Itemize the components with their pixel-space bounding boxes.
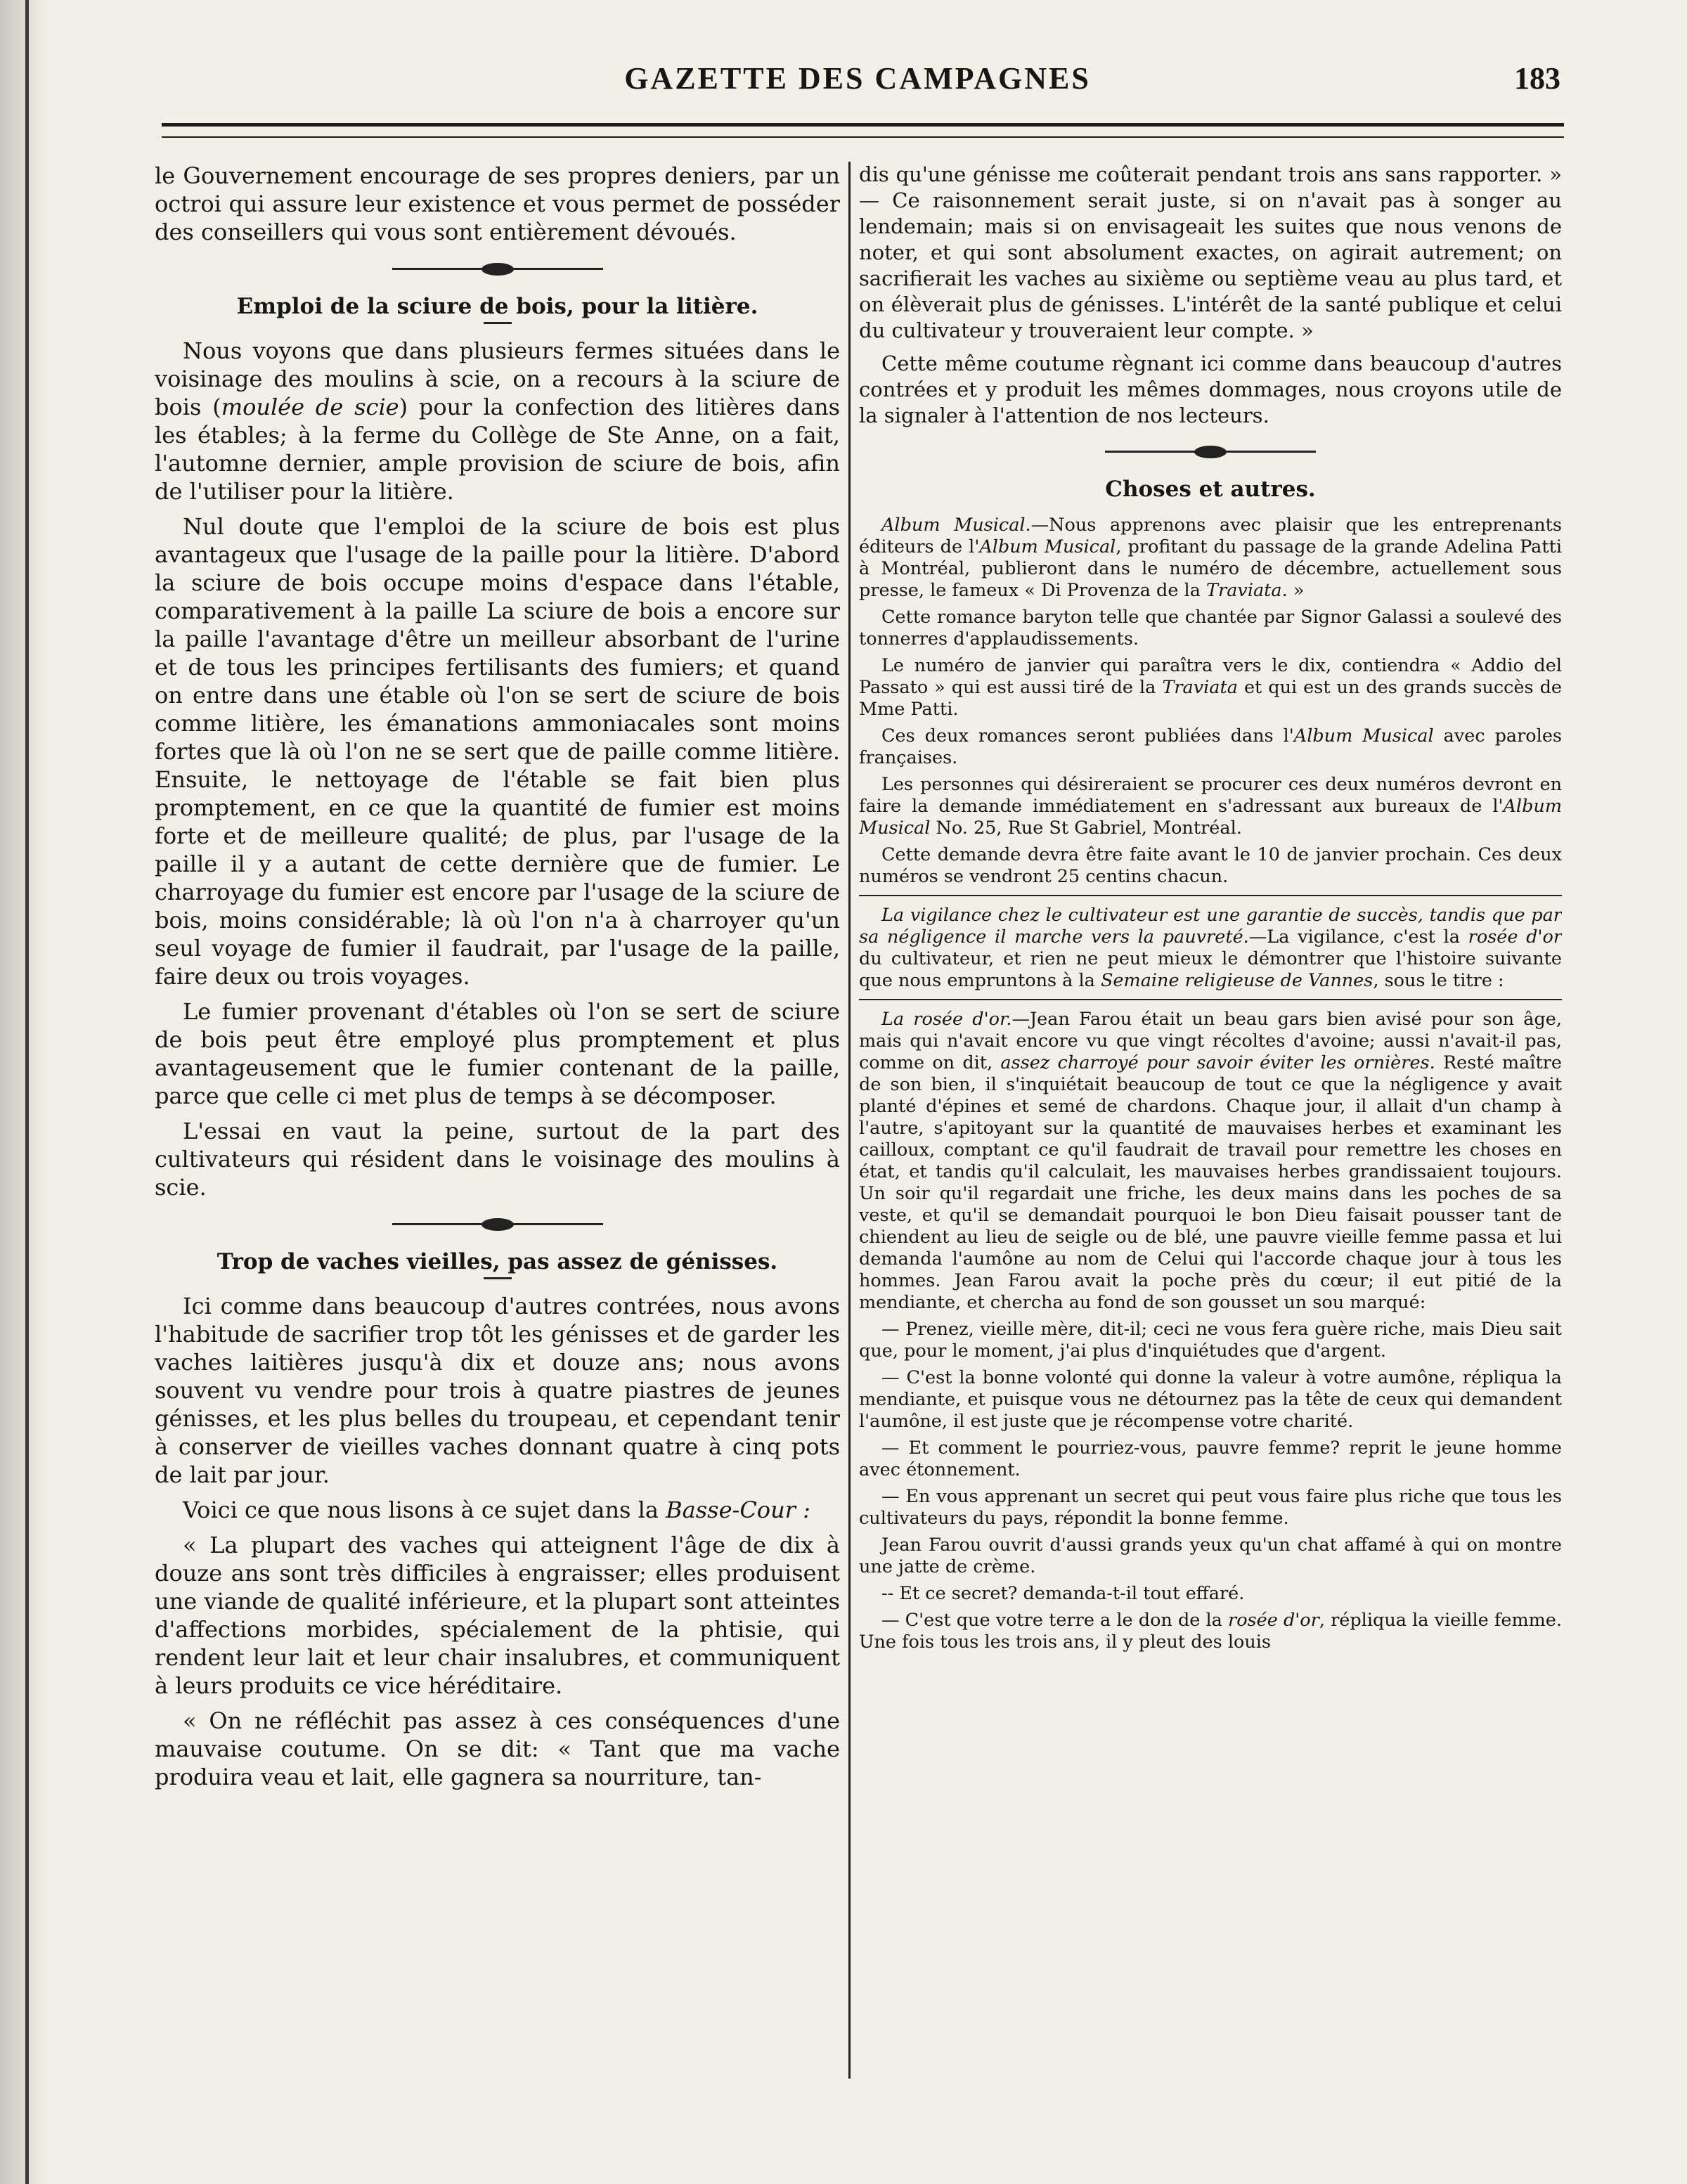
column-rule — [848, 162, 851, 2079]
dialogue-line: — C'est la bonne volonté qui donne la valeur à votre aumône, répliqua la mendiante, et puisque vous ne détournez pas la tête de ceux qui demandent l'aumône, il est juste que je récompense votre charité. — [859, 1367, 1562, 1432]
section-heading-old-cows: Trop de vaches vieilles, pas assez de génisses. — [216, 1249, 778, 1274]
dialogue-line: — En vous apprenant un secret qui peut vous faire plus riche que tous les cultivateurs du pays, répondit la bonne femme. — [859, 1486, 1562, 1529]
news-item: Ces deux romances seront publiées dans l'Album Musical avec paroles françaises. — [859, 725, 1562, 768]
dialogue-line: Jean Farou ouvrit d'aussi grands yeux qu'un chat affamé à qui on montre une jatte de crème. — [859, 1534, 1562, 1577]
paragraph: le Gouvernement encourage de ses propres deniers, par un octroi qui assure leur existence et vous permet de posséder des conseillers qui vous sont entièrement dévoués. — [155, 162, 840, 245]
news-item: Le numéro de janvier qui paraîtra vers le dix, contiendra « Addio del Passato » qui est aussi tiré de la Traviata et qui est un des grands succès de Mme Patti. — [859, 655, 1562, 720]
paragraph: L'essai en vaut la peine, surtout de la part des cultivateurs qui résident dans le voisinage des moulins à scie. — [155, 1118, 840, 1201]
paragraph: Ici comme dans beaucoup d'autres contrées, nous avons l'habitude de sacrifier trop tôt les génisses et de garder les vaches laitières jusqu'à dix et douze ans; nous avons souvent vu vendre pour trois à quatre piastres de jeunes génisses, et les plus belles du troupeau, et cependant tenir à conserver de vieilles vaches donnant quatre à cinq pots de lait par jour. — [155, 1293, 840, 1488]
news-item-vigilance: La vigilance chez le cultivateur est une garantie de succès, tandis que par sa négligence il marche vers la pauvreté.—La vigilance, c'est la rosée d'or du cultivateur, et rien ne peut mieux le démontrer que l'histoire suivante que nous empruntons à la Semaine religieuse de Vannes, sous le titre : — [859, 905, 1562, 991]
heading-dash — [484, 1277, 512, 1279]
paragraph: Nous voyons que dans plusieurs fermes situées dans le voisinage des moulins à scie, on a recours à la sciure de bois (moulée de scie) pour la confection des litières dans les étables; à la ferme du Collège de Ste Anne, on a fait, l'automne dernier, ample provision de sciure de bois, afin de l'utiliser pour la litière. — [155, 337, 840, 505]
news-item: Les personnes qui désireraient se procurer ces deux numéros devront en faire la demande immédiatement en s'adressant aux bureaux de l'Album Musical No. 25, Rue St Gabriel, Montréal. — [859, 774, 1562, 839]
paragraph: « On ne réfléchit pas assez à ces conséquences d'une mauvaise coutume. On se dit: « Tant que ma vache produira veau et lait, elle gagnera sa nourriture, tan- — [155, 1707, 840, 1790]
paragraph: Voici ce que nous lisons à ce sujet dans la Basse-Cour : — [183, 1497, 810, 1523]
section-ornament — [392, 263, 603, 276]
section-heading-choses-et-autres: Choses et autres. — [1105, 477, 1316, 502]
news-item-album-musical: Album Musical.—Nous apprenons avec plaisir que les entreprenants éditeurs de l'Album Musical, profitant du passage de la grande Adelina Patti à Montréal, publieront dans le numéro de décembre, actuellement sous presse, le fameux « Di Provenza de la Traviata. » — [859, 515, 1562, 601]
dialogue-line: — Et comment le pourriez-vous, pauvre femme? reprit le jeune homme avec étonnement. — [859, 1437, 1562, 1480]
paragraph: « La plupart des vaches qui atteignent l'âge de dix à douze ans sont très difficiles à engraisser; elles produisent une viande de qualité inférieure, et la plupart sont atteintes d'affections morbides, spécialement de la phtisie, qui rendent leur lait et leur chair insalubres, et communiquent à leurs produits ce vice héréditaire. — [155, 1532, 840, 1699]
page-header — [155, 55, 1560, 111]
news-item: Cette demande devra être faite avant le 10 de janvier prochain. Ces deux numéros se vendront 25 centins chacun. — [859, 844, 1562, 887]
section-ornament — [392, 1218, 603, 1231]
section-heading-sawdust: Emploi de la sciure de bois, pour la litière. — [236, 294, 758, 319]
paragraph: Cette même coutume règnant ici comme dans beaucoup d'autres contrées et y produit les mêmes dommages, nous croyons utile de la signaler à l'attention de nos lecteurs. — [859, 351, 1562, 427]
heading-dash — [484, 322, 512, 324]
news-item: Cette romance baryton telle que chantée par Signor Galassi a soulevé des tonnerres d'applaudissements. — [859, 607, 1562, 650]
header-double-rule — [162, 123, 1564, 138]
paragraph: Nul doute que l'emploi de la sciure de bois est plus avantageux que l'usage de la paille pour la litière. D'abord la sciure de bois occupe moins d'espace dans l'étable, comparativement à la paille La sciure de bois a encore sur la paille l'avantage d'être un meilleur absorbant de l'urine et de tous les principes fertilisants des fumiers; et quand on entre dans une étable où l'on se sert de sciure de bois comme litière, les émanations ammoniacales sont moins fortes que là où l'on ne se sert que de paille comme litière. Ensuite, le nettoyage de l'étable se fait bien plus promptement, en ce que la quantité de fumier est moins forte et de meilleure qualité; de plus, par l'usage de la paille il y a autant de cette dernière que de fumier. Le charroyage du fumier est encore par l'usage de la sciure de bois, moins considérable; là où l'on n'a à charroyer qu'un seul voyage de fumier il faudrait, par l'usage de la paille, faire deux ou trois voyages. — [155, 513, 840, 990]
item-separator — [859, 999, 1562, 1000]
page-binding-edge — [0, 0, 49, 2184]
right-column — [859, 162, 1562, 2079]
item-separator — [859, 895, 1562, 896]
paragraph: dis qu'une génisse me coûterait pendant trois ans sans rapporter. » — Ce raisonnement serait juste, si on n'avait pas à songer au lendemain; mais si on envisageait les suites que nous venons de noter, et qui sont absolument exactes, on agirait autrement; on sacrifierait les vaches au sixième ou septième veau au plus tard, et on élèverait plus de génisses. L'intérêt de la santé publique et celui du cultivateur y trouveraient leur compte. » — [859, 162, 1562, 342]
page-number: 183 — [1514, 61, 1560, 96]
running-title: GAZETTE DES CAMPAGNES — [624, 61, 1091, 96]
paragraph: Le fumier provenant d'étables où l'on se sert de sciure de bois peut être employé plus promptement et plus avantageusement que le fumier contenant de la paille, parce que celle ci met plus de temps à se décomposer. — [155, 998, 840, 1109]
story-rosee-dor: La rosée d'or.—Jean Farou était un beau gars bien avisé pour son âge, mais qui n'avait encore vu que vingt récoltes d'avoine; aussi n'avait-il pas, comme on dit, assez charroyé pour savoir éviter les ornières. Resté maître de son bien, il s'inquiétait beaucoup de tout ce que la négligence y avait planté d'épines et semé de chardons. Chaque jour, il allait d'un champ à l'autre, s'apitoyant sur la quantité de mauvaises herbes et examinant les cailloux, comptant ce qu'il faudrait de travail pour remettre les choses en état, et tandis qu'il calculait, les mauvaises herbes grandissaient toujours. Un soir qu'il regardait une friche, les deux mains dans les poches de sa veste, et qu'il se demandait pourquoi le bon Dieu faisait pousser tant de chiendent au lieu de seigle ou de blé, une pauvre vieille femme passa et lui demanda l'aumône au nom de Celui qui l'accorde chaque jour à tous les hommes. Jean Farou avait la poche près du cœur; il eut pitié de la mendiante, et chercha au fond de son gousset un sou marqué: — [859, 1009, 1562, 1313]
binding-rule — [25, 0, 29, 2184]
section-ornament — [1105, 446, 1316, 458]
dialogue-line: — Prenez, vieille mère, dit-il; ceci ne vous fera guère riche, mais Dieu sait que, pour le moment, j'ai plus d'inquiétudes que d'argent. — [859, 1319, 1562, 1362]
dialogue-line: -- Et ce secret? demanda-t-il tout effaré. — [881, 1583, 1245, 1604]
left-column — [155, 162, 840, 2079]
dialogue-line: — C'est que votre terre a le don de la rosée d'or, répliqua la vieille femme. Une fois tous les trois ans, il y pleut des louis — [859, 1610, 1562, 1653]
